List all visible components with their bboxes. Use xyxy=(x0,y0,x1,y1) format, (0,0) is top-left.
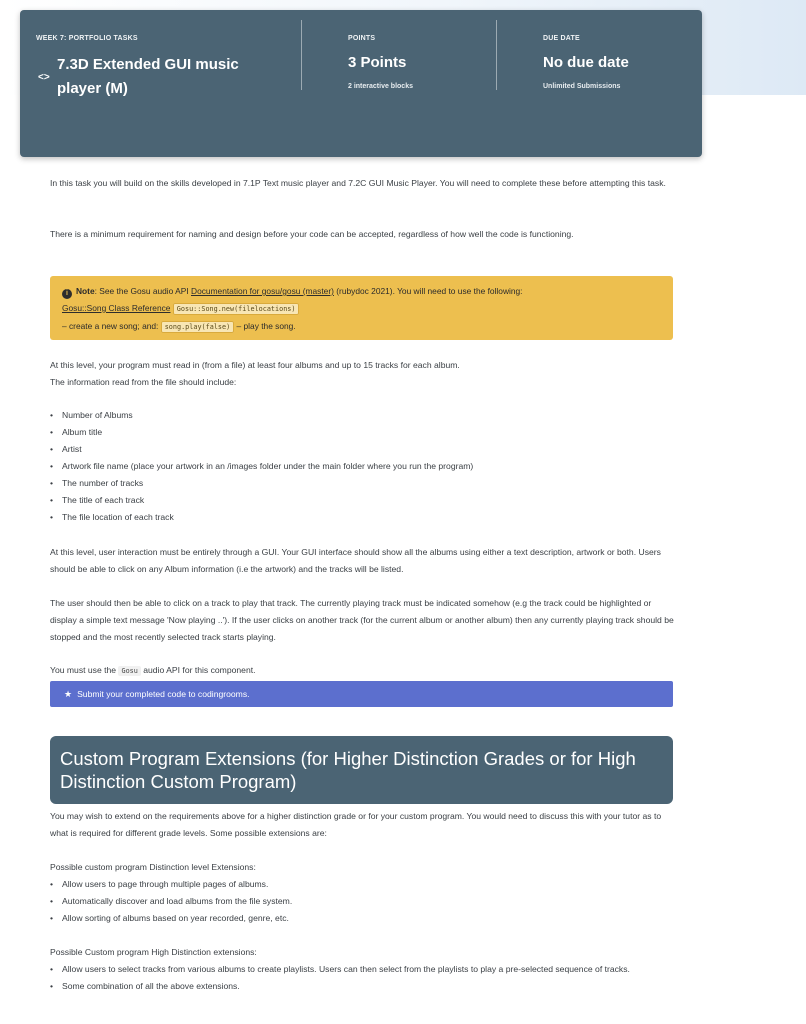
points-column xyxy=(301,10,496,157)
intro-paragraph: In this task you will build on the skills developed in 7.1P Text music player and 7.2C GUI Music Player. You will need to complete these before attempting this task. xyxy=(50,178,666,188)
file-contents-list xyxy=(50,407,675,526)
list-item: • Artwork file name (place your artwork in an /images folder under the main folder where you run the program) xyxy=(50,458,675,475)
extensions-heading: Custom Program Extensions (for Higher Distinction Grades or for High Distinction Custom Program) xyxy=(50,736,673,804)
list-item: • The number of tracks xyxy=(50,475,675,492)
note-text: – play the song. xyxy=(234,321,296,331)
info-icon: i xyxy=(62,289,72,299)
week-label: WEEK 7: PORTFOLIO TASKS xyxy=(36,35,138,42)
task-header-card xyxy=(20,10,702,157)
high-distinction-label: Possible Custom program High Distinction extensions: xyxy=(50,947,257,957)
list-item: • The file location of each track xyxy=(50,509,675,526)
submissions-subtext: Unlimited Submissions xyxy=(543,83,621,90)
code-gosu: Gosu xyxy=(118,666,140,676)
list-item: • The title of each track xyxy=(50,492,675,509)
submit-text: Submit your completed code to codingrooms. xyxy=(77,689,250,699)
note-callout xyxy=(50,276,673,340)
gosu-docs-link[interactable]: Documentation for gosu/gosu (master) xyxy=(191,286,334,296)
song-class-reference-link[interactable]: Gosu::Song Class Reference xyxy=(62,303,171,313)
minimum-requirement-paragraph: There is a minimum requirement for naming and design before your code can be accepted, regardless of how well the code is functioning. xyxy=(50,229,574,239)
list-item: • Album title xyxy=(50,424,675,441)
high-distinction-list xyxy=(50,961,675,995)
list-item: • Allow users to select tracks from various albums to create playlists. Users can then select from the playlists to play a pre-selected sequence of tracks. xyxy=(50,961,675,978)
gosu-requirement xyxy=(50,662,675,680)
code-icon: <> xyxy=(38,72,50,83)
list-item: • Allow users to page through multiple pages of albums. xyxy=(50,876,675,893)
star-icon: ★ xyxy=(64,689,73,699)
list-item: • Some combination of all the above extensions. xyxy=(50,978,675,995)
code-song-new: Gosu::Song.new(filelocations) xyxy=(173,303,300,315)
points-subtext: 2 interactive blocks xyxy=(348,83,413,90)
note-text: – create a new song; and: xyxy=(62,321,161,331)
list-item: • Allow sorting of albums based on year recorded, genre, etc. xyxy=(50,910,675,927)
level-paragraph-2: The information read from the file should include: xyxy=(50,377,237,387)
gosu-requirement-text: You must use the xyxy=(50,665,119,675)
gosu-requirement-text: audio API for this component. xyxy=(140,665,256,675)
task-title-column xyxy=(20,10,300,157)
list-item: • Number of Albums xyxy=(50,407,675,424)
distinction-label: Possible custom program Distinction level Extensions: xyxy=(50,862,256,872)
list-item: • Artist xyxy=(50,441,675,458)
note-text: : See the Gosu audio API xyxy=(94,286,192,296)
submit-banner xyxy=(50,681,673,707)
due-date-column xyxy=(496,10,702,157)
note-bold: Note xyxy=(76,286,95,296)
points-label: POINTS xyxy=(348,35,376,42)
due-date-value: No due date xyxy=(543,54,629,71)
code-song-play: song.play(false) xyxy=(161,321,234,333)
points-value: 3 Points xyxy=(348,54,407,71)
due-date-label: DUE DATE xyxy=(543,35,580,42)
level-paragraph-1: At this level, your program must read in (from a file) at least four albums and up to 15 tracks for each album. xyxy=(50,360,460,370)
task-title: 7.3D Extended GUI music player (M) xyxy=(57,56,239,97)
play-paragraph: The user should then be able to click on a track to play that track. The currently playing track must be indicated somehow (e.g the track could be highlighted or display a simple text message 'Now playing ..'). If the user clicks on another track (for the current album or another album) then any currently playing track should be stopped and the most recently selected track starts playing. xyxy=(50,598,674,642)
note-text: (rubydoc 2021). You will need to use the following: xyxy=(333,286,523,296)
distinction-list xyxy=(50,876,675,927)
extensions-intro: You may wish to extend on the requirements above for a higher distinction grade or for your custom program. You would need to discuss this with your tutor as to what is required for different grade levels. Some possible extensions are: xyxy=(50,811,662,838)
list-item: • Automatically discover and load albums from the file system. xyxy=(50,893,675,910)
gui-paragraph: At this level, user interaction must be entirely through a GUI. Your GUI interface should show all the albums using either a text description, artwork or both. Users should be able to click on any Album information (i.e the artwork) and the tracks will be listed. xyxy=(50,547,661,574)
